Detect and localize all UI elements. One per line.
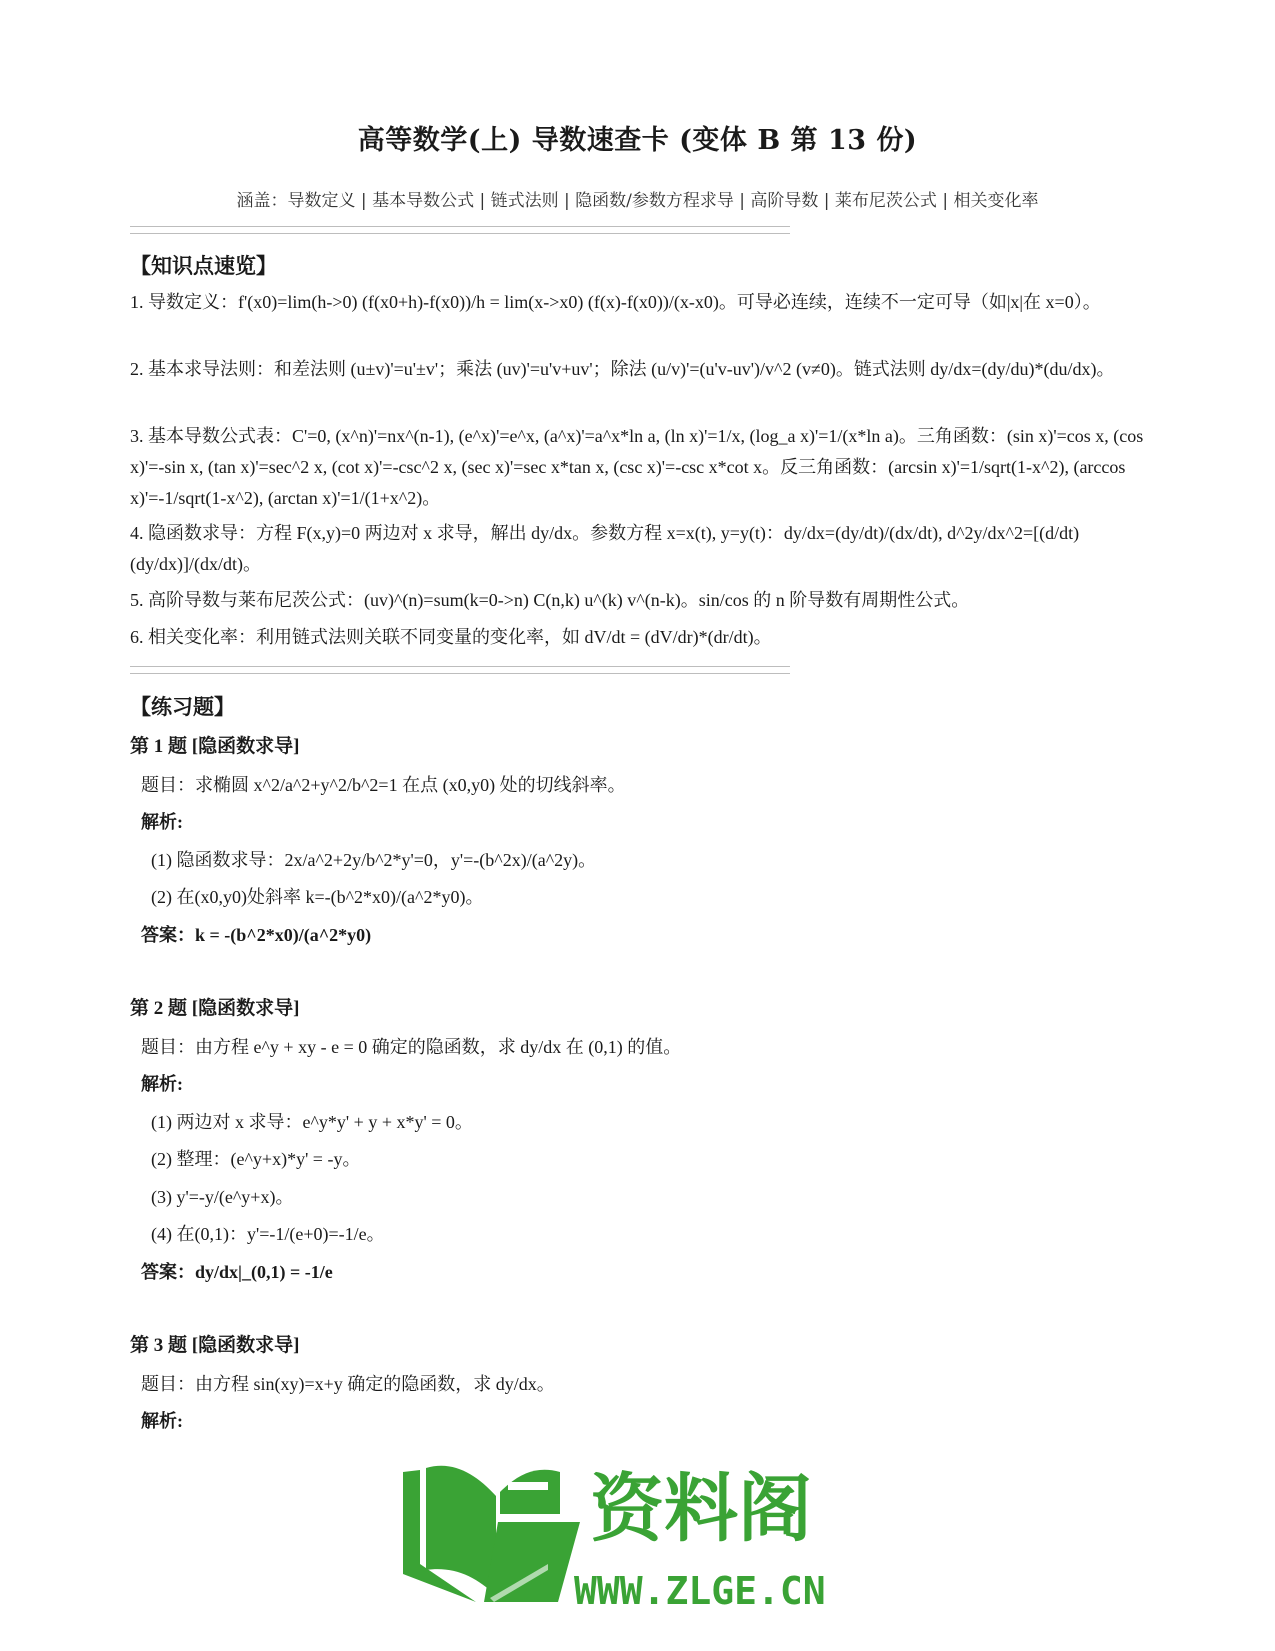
question-title: 第 1 题 [隐函数求导] bbox=[130, 736, 300, 757]
divider-middle bbox=[130, 666, 790, 674]
knowledge-point: 1. 导数定义：f'(x0)=lim(h->0) (f(x0+h)-f(x0))/h = lim(x->x0) (f(x)-f(x0))/(x-x0)。可导必连续，连续不一定可导（如|x|在 x=0）。 bbox=[130, 292, 1101, 312]
answer: 答案：k = -(b^2*x0)/(a^2*y0) bbox=[141, 925, 372, 945]
page-subtitle: 涵盖：导数定义 | 基本导数公式 | 链式法则 | 隐函数/参数方程求导 | 高阶导数 | 莱布尼茨公式 | 相关变化率 bbox=[236, 191, 1039, 211]
analysis-step: (2) 整理：(e^y+x)*y' = -y。 bbox=[151, 1149, 361, 1169]
watermark-url: WWW.ZLGE.CN bbox=[574, 1569, 826, 1613]
book-folder-icon bbox=[403, 1466, 580, 1602]
analysis-step: (2) 在(x0,y0)处斜率 k=-(b^2*x0)/(a^2*y0)。 bbox=[151, 887, 484, 907]
question-stem: 题目：由方程 e^y + xy - e = 0 确定的隐函数，求 dy/dx 在 (0,1) 的值。 bbox=[141, 1037, 682, 1057]
exercises-heading: 【练习题】 bbox=[130, 694, 235, 719]
page-title: 高等数学(上) 导数速查卡 (变体 B 第 13 份) bbox=[357, 125, 918, 156]
analysis-step: (1) 两边对 x 求导：e^y*y' + y + x*y' = 0。 bbox=[151, 1112, 473, 1132]
question-stem: 题目：由方程 sin(xy)=x+y 确定的隐函数，求 dy/dx。 bbox=[141, 1374, 555, 1394]
question-title: 第 3 题 [隐函数求导] bbox=[130, 1335, 300, 1356]
analysis-label: 解析: bbox=[141, 812, 183, 832]
question-stem: 题目：求椭圆 x^2/a^2+y^2/b^2=1 在点 (x0,y0) 处的切线斜率。 bbox=[141, 775, 626, 795]
watermark-logo bbox=[398, 1452, 878, 1622]
knowledge-point: 5. 高阶导数与莱布尼茨公式：(uv)^(n)=sum(k=0->n) C(n,k) u^(k) v^(n-k)。sin/cos 的 n 阶导数有周期性公式。 bbox=[130, 590, 970, 610]
knowledge-point: 3. 基本导数公式表：C'=0, (x^n)'=nx^(n-1), (e^x)'=e^x, (a^x)'=a^x*ln a, (ln x)'=1/x, (log_a x)'=1/(x*ln a)。三角函数：(sin x)'=cos x, (cos x)'=-sin x, (tan x)'=sec^2 x, (cot x)'=-csc^2 x, (sec x)'=sec x*tan x, (csc x)'=-csc x*cot x。反三角函数：(arcsin x)'=1/sqrt(1-x^2), (arccos x)'=-1/sqrt(1-x^2), (arctan x)'=1/(1+x^2)。 bbox=[130, 426, 1144, 508]
question-title: 第 2 题 [隐函数求导] bbox=[130, 998, 300, 1019]
analysis-step: (4) 在(0,1)：y'=-1/(e+0)=-1/e。 bbox=[151, 1224, 385, 1244]
knowledge-point: 2. 基本求导法则：和差法则 (u±v)'=u'±v'；乘法 (uv)'=u'v+uv'；除法 (u/v)'=(u'v-uv')/v^2 (v≠0)。链式法则 dy/dx=(dy/du)*(du/dx)。 bbox=[130, 359, 1115, 379]
knowledge-point: 6. 相关变化率：利用链式法则关联不同变量的变化率，如 dV/dt = (dV/dr)*(dr/dt)。 bbox=[130, 627, 772, 647]
analysis-step: (1) 隐函数求导：2x/a^2+2y/b^2*y'=0，y'=-(b^2x)/(a^2y)。 bbox=[151, 850, 597, 870]
knowledge-point: 4. 隐函数求导：方程 F(x,y)=0 两边对 x 求导，解出 dy/dx。参数方程 x=x(t), y=y(t)：dy/dx=(dy/dt)/(dx/dt), d^2y/dx^2=[(d/dt)(dy/dx)]/(dx/dt)。 bbox=[130, 523, 1080, 574]
analysis-label: 解析: bbox=[141, 1074, 183, 1094]
answer: 答案：dy/dx|_(0,1) = -1/e bbox=[141, 1262, 333, 1282]
divider-top bbox=[130, 226, 790, 234]
analysis-label: 解析: bbox=[141, 1411, 183, 1431]
knowledge-heading: 【知识点速览】 bbox=[130, 253, 277, 278]
analysis-step: (3) y'=-y/(e^y+x)。 bbox=[151, 1187, 294, 1207]
watermark-name: 资料阁 bbox=[590, 1466, 812, 1552]
